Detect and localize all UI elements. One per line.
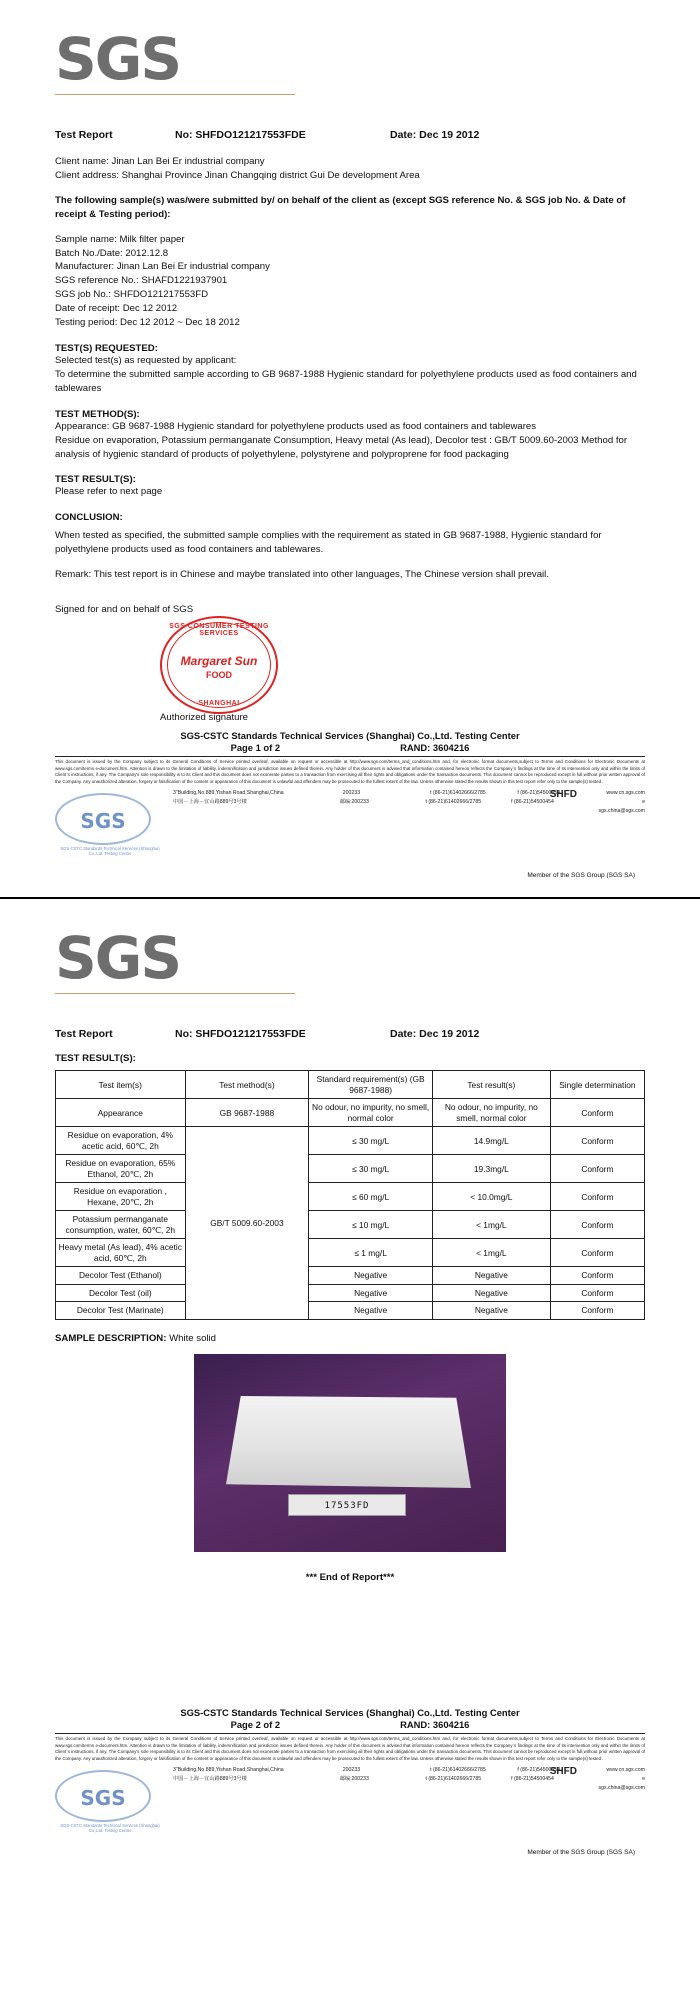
cell-requirement: No odour, no impurity, no smell, normal color — [309, 1099, 433, 1127]
cell-requirement: ≤ 30 mg/L — [309, 1155, 433, 1183]
footer-divider-p1 — [55, 756, 645, 757]
cell-result: 14.9mg/L — [432, 1127, 550, 1155]
end-of-report-note: *** End of Report*** — [305, 1571, 395, 1583]
watermark-text-p2: SGS — [80, 1786, 126, 1811]
cell-method-merged: GB/T 5009.60-2003 — [185, 1127, 309, 1320]
report-label-p2: Test Report — [55, 1028, 113, 1041]
cell-result: 19.3mg/L — [432, 1155, 550, 1183]
table-row — [56, 1127, 645, 1155]
footer-shfd-p2: SHFD — [549, 1766, 577, 1778]
tests-requested-title: TEST(S) REQUESTED: — [55, 342, 158, 354]
conclusion-title: CONCLUSION: — [55, 512, 123, 524]
cell-item: Residue on evaporation , Hexane, 20℃, 2h — [56, 1183, 186, 1211]
address-line1-street-p2: 3"Building,No.889,Yishan Road,Shanghai,China — [173, 1767, 284, 1774]
address-line1-tel-p2: t (86-21)61402666/2785 — [430, 1767, 486, 1774]
table-row — [56, 1155, 645, 1183]
col-standard-requirement: Standard requirement(s) (GB 9687-1988) — [309, 1071, 433, 1099]
sample-description-label: SAMPLE DESCRIPTION: — [55, 1332, 167, 1344]
cell-result: Negative — [432, 1284, 550, 1302]
sample-sheet-image — [226, 1396, 471, 1488]
cell-item: Residue on evaporation, 65% Ethanol, 20℃, 2h — [56, 1155, 186, 1183]
table-row — [56, 1302, 645, 1320]
table-row — [56, 1239, 645, 1267]
address-line1-zip: 200233 — [342, 790, 361, 797]
test-method-line-1: Appearance: GB 9687-1988 Hygienic standard for polyethylene products used as food containers and tablewares — [55, 420, 537, 432]
table-row — [56, 1099, 645, 1127]
footer-divider-p2 — [55, 1733, 645, 1734]
watermark-text-p1: SGS — [80, 809, 126, 834]
test-method-title: TEST METHOD(S): — [55, 408, 140, 420]
date-of-receipt: Date of receipt: Dec 12 2012 — [55, 303, 178, 315]
cell-result: No odour, no impurity, no smell, normal color — [432, 1099, 550, 1127]
conclusion-text: When tested as specified, the submitted sample complies with the requirement as stated in GB 9687-1988, Hygienic standard for polyethylene products used as food containers and tablewares. — [55, 530, 602, 556]
legal-disclaimer-p1: This document is issued by the Company subject to its General Conditions of Service printed overleaf, available on request or accessible at http://www.sgs.com/terms_and_conditions.htm and, for electronic format documents,subject to Terms and Conditions for Electronic Documents at www.sgs.com/terms e-document.htm. Attention is drawn to the limitation of liability, indemnification and jurisdiction issues defined therein. Any holder of this document is advised that information contained hereon reflects the Company`s findings at the time of its intervention only and within the limits of Client`s instructions, if any. The Company's sole responsibility is to its Client and this document does not exonerate parties to a transaction from exercising all their rights and obligations under the transaction documents. This document cannot be reproduced except in full,without prior written approval of the Company. Any unauthorized alteration, forgery or falsification of the content or appearance of this document is unlawful and offenders may be prosecuted to the fullest extent of the law. Unless otherwise stated the results shown in this test report refer only to the sample(s) tested . — [55, 759, 645, 784]
sample-name: Sample name: Milk filter paper — [55, 233, 185, 245]
address-line2-tel: t (86-21)61402666/2785 — [425, 799, 482, 806]
logo-divider-p2 — [55, 993, 295, 994]
remark-text: Remark: This test report is in Chinese and maybe translated into other languages, The Chinese version shall prevail. — [55, 569, 549, 581]
address-line2-zip: 邮编:200233 — [339, 799, 369, 806]
table-row — [56, 1211, 645, 1239]
address-line2-email[interactable]: e sgs.china@sgs.com — [598, 799, 645, 814]
address-line2-street-p2: 中国－上海－宜山路889号3号楼 — [173, 1775, 247, 1782]
cell-result: Negative — [432, 1267, 550, 1285]
test-result-title: TEST RESULT(S): — [55, 474, 136, 486]
address-line2-tel-p2: t (86-21)61402666/2785 — [425, 1775, 482, 1782]
sgs-watermark-p2 — [55, 1770, 165, 1833]
report-label: Test Report — [55, 129, 113, 141]
stamp-signer-name: Margaret Sun — [180, 654, 258, 669]
batch-no: Batch No./Date: 2012.12.8 — [55, 247, 169, 259]
cell-result: < 1mg/L — [432, 1239, 550, 1267]
cell-requirement: Negative — [309, 1267, 433, 1285]
cell-method: GB 9687-1988 — [185, 1099, 309, 1127]
report-number: No: SHFDO121217553FDE — [175, 129, 306, 141]
address-line1-fax-p2: f (86-21)54500454 — [517, 1767, 561, 1774]
signed-on-behalf-label: Signed for and on behalf of SGS — [55, 604, 194, 616]
test-result-line: Please refer to next page — [55, 486, 163, 498]
cell-single: Conform — [550, 1183, 644, 1211]
watermark-caption-p1: SGS-CSTC Standards Technical Services (Shanghai) Co.,Ltd. Testing Center — [60, 846, 160, 857]
report-number-p2: No: SHFDO121217553FDE — [175, 1028, 306, 1041]
footer-rand-p1: RAND: 3604216 — [400, 742, 470, 754]
footer-member-note-p2: Member of the SGS Group (SGS SA) — [527, 1849, 635, 1857]
footer-page-number-p1: Page 1 of 2 — [230, 742, 281, 754]
sample-info-block — [55, 233, 645, 330]
cell-requirement: Negative — [309, 1284, 433, 1302]
report-header-row — [55, 129, 645, 141]
client-name: Client name: Jinan Lan Bei Er industrial company — [55, 156, 265, 167]
report-header-row-p2 — [55, 1028, 645, 1040]
cell-single: Conform — [550, 1284, 644, 1302]
address-line1-zip-p2: 200233 — [342, 1767, 361, 1774]
cell-item: Residue on evaporation, 4% acetic acid, 60℃, 2h — [56, 1127, 186, 1155]
report-page-2 — [0, 899, 700, 1866]
sgs-logo-header-p2 — [0, 899, 700, 994]
manufacturer: Manufacturer: Jinan Lan Bei Er industrial company — [55, 261, 270, 273]
cell-result: Negative — [432, 1302, 550, 1320]
tests-requested-line-2: To determine the submitted sample according to GB 9687-1988 Hygienic standard for polyethylene products used as food containers and tablewares — [55, 368, 637, 394]
address-line2-fax-p2: f (86-21)54500454 — [511, 1775, 554, 1782]
client-address: Client address: Shanghai Province Jinan Changqing district Gui De development Area — [55, 169, 420, 181]
sample-description-value: White solid — [169, 1332, 216, 1344]
cell-item: Heavy metal (As lead), 4% acetic acid, 60℃, 2h — [56, 1239, 186, 1267]
cell-single: Conform — [550, 1302, 644, 1320]
cell-single: Conform — [550, 1211, 644, 1239]
address-line1-street: 3"Building,No.889,Yishan Road,Shanghai,China — [173, 790, 284, 797]
watermark-caption-p2: SGS-CSTC Standards Technical Services (Shanghai) Co.,Ltd. Testing Center — [60, 1823, 160, 1834]
cell-single: Conform — [550, 1099, 644, 1127]
sgs-red-stamp — [160, 616, 278, 714]
address-line2-fax: f (86-21)54500454 — [511, 799, 554, 806]
footer-block-p1 — [55, 789, 645, 867]
stamp-top-text: SGS CONSUMER TESTING SERVICES — [169, 623, 269, 638]
footer-rand-p2: RAND: 3604216 — [400, 1718, 470, 1730]
table-header-row — [56, 1071, 645, 1099]
col-test-result: Test result(s) — [432, 1071, 550, 1099]
cell-requirement: ≤ 1 mg/L — [309, 1239, 433, 1267]
submission-intro: The following sample(s) was/were submitted by/ on behalf of the client as (except SGS reference No. & SGS job No. & Date of receipt & Testing period): — [55, 194, 626, 220]
report-date-p2: Date: Dec 19 2012 — [390, 1028, 480, 1041]
footer-company-name-p2: SGS-CSTC Standards Technical Services (Shanghai) Co.,Ltd. Testing Center — [180, 1706, 520, 1718]
cell-item: Appearance — [56, 1099, 186, 1127]
test-results-table — [55, 1070, 645, 1320]
address-line2-street: 中国－上海－宜山路889号3号楼 — [173, 799, 247, 806]
signature-area — [55, 604, 645, 724]
cell-item: Decolor Test (oil) — [56, 1284, 186, 1302]
footer-company-name-p1: SGS-CSTC Standards Technical Services (Shanghai) Co.,Ltd. Testing Center — [180, 730, 520, 742]
footer-block-p2 — [55, 1766, 645, 1844]
col-test-item: Test item(s) — [56, 1071, 186, 1099]
sgs-logo-header — [0, 0, 700, 95]
cell-single: Conform — [550, 1239, 644, 1267]
logo-divider — [55, 94, 295, 95]
sgs-watermark-p1 — [55, 793, 165, 856]
address-line1-fax: f (86-21)54500454 — [517, 790, 561, 797]
cell-single: Conform — [550, 1127, 644, 1155]
cell-requirement: ≤ 60 mg/L — [309, 1183, 433, 1211]
authorized-signature-label: Authorized signature — [160, 712, 248, 724]
footer-shfd-p1: SHFD — [549, 789, 577, 801]
cell-requirement: ≤ 10 mg/L — [309, 1211, 433, 1239]
table-row — [56, 1284, 645, 1302]
cell-item: Potassium permanganate consumption, water, 60℃, 2h — [56, 1211, 186, 1239]
table-row — [56, 1267, 645, 1285]
address-line1-web[interactable]: www.cn.sgs.com — [606, 790, 645, 797]
cell-result: < 10.0mg/L — [432, 1183, 550, 1211]
testing-period: Testing period: Dec 12 2012 ~ Dec 18 2012 — [55, 317, 240, 329]
stamp-bottom-text: SHANGHAI — [198, 700, 240, 708]
sgs-logo: SGS — [55, 25, 181, 93]
footer-page-number-p2: Page 2 of 2 — [230, 1718, 281, 1730]
report-page-1 — [0, 0, 700, 889]
cell-result: < 1mg/L — [432, 1211, 550, 1239]
cell-requirement: Negative — [309, 1302, 433, 1320]
legal-disclaimer-p2: This document is issued by the Company subject to its General Conditions of Service printed overleaf, available on request or accessible at http://www.sgs.com/terms_and_conditions.htm and, for electronic format documents,subject to Terms and Conditions for Electronic Documents at www.sgs.com/terms e-document.htm. Attention is drawn to the limitation of liability, indemnification and jurisdiction issues defined therein. Any holder of this document is advised that information contained hereon reflects the Company`s findings at the time of its intervention only and within the limits of Client`s instructions, if any. The Company's sole responsibility is to its Client and this document does not exonerate parties to a transaction from exercising all their rights and obligations under the transaction documents. This document cannot be reproduced except in full,without prior written approval of the Company. Any unauthorized alteration, forgery or falsification of the content or appearance of this document is unlawful and offenders may be prosecuted to the fullest extent of the law. Unless otherwise stated the results shown in this test report refer only to the sample(s) tested . — [55, 1735, 645, 1761]
col-test-method: Test method(s) — [185, 1071, 309, 1099]
sample-photo-label: 17553FD — [288, 1494, 406, 1516]
cell-single: Conform — [550, 1155, 644, 1183]
sample-description-row — [55, 1333, 645, 1344]
col-single-determination: Single determination — [550, 1071, 644, 1099]
sample-photo — [194, 1354, 506, 1552]
address-line1-web-p2[interactable]: www.cn.sgs.com — [606, 1767, 645, 1774]
test-method-line-2: Residue on evaporation, Potassium permanganate Consumption, Heavy metal (As lead), Decolor test : GB/T 5009.60-2003 Method for analysis of hygienic standard of products of polyethylene, polystyrene and polyproprene for food packaging — [55, 434, 628, 460]
test-result-title-p2: TEST RESULT(S): — [55, 1053, 136, 1065]
sgs-job-no: SGS job No.: SHFDO121217553FD — [55, 289, 209, 301]
cell-single: Conform — [550, 1267, 644, 1285]
stamp-department: FOOD — [206, 670, 232, 681]
cell-item: Decolor Test (Marinate) — [56, 1302, 186, 1320]
table-row — [56, 1183, 645, 1211]
address-line2-email-p2[interactable]: e sgs.china@sgs.com — [598, 1775, 645, 1791]
sgs-logo-p2: SGS — [55, 924, 181, 993]
report-date: Date: Dec 19 2012 — [390, 129, 480, 141]
address-line2-zip-p2: 邮编:200233 — [339, 1775, 369, 1782]
address-line1-tel: t (86-21)61402666/2785 — [430, 790, 486, 797]
footer-member-note-p1: Member of the SGS Group (SGS SA) — [527, 872, 635, 880]
cell-requirement: ≤ 30 mg/L — [309, 1127, 433, 1155]
sgs-reference-no: SGS reference No.: SHAFD1221937901 — [55, 275, 228, 287]
cell-item: Decolor Test (Ethanol) — [56, 1267, 186, 1285]
tests-requested-line-1: Selected test(s) as requested by applicant: — [55, 354, 237, 366]
